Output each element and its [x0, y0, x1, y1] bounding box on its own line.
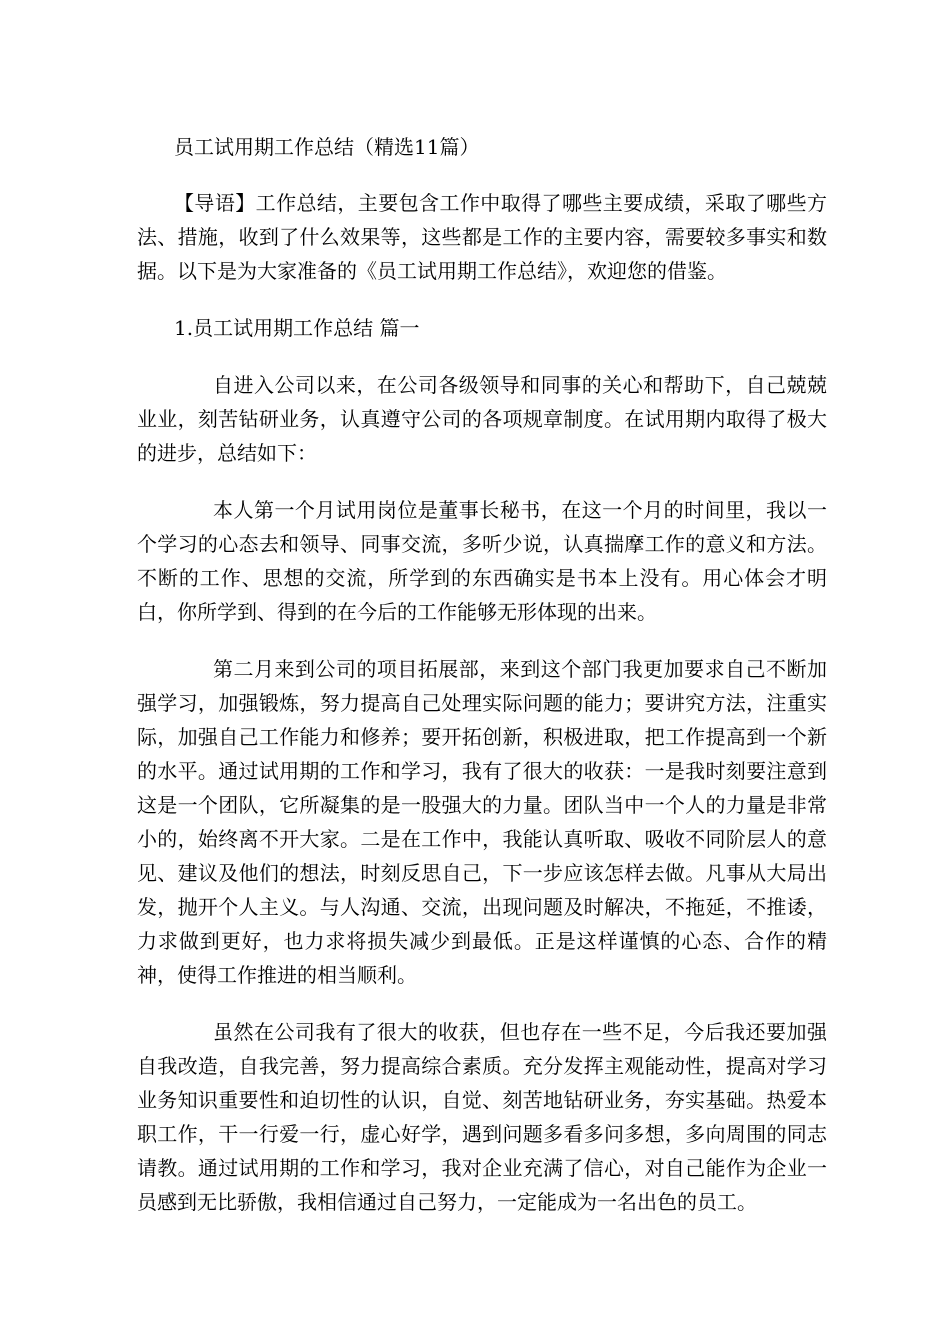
document-page [137, 130, 827, 1242]
body-paragraph-2: 本人第一个月试用岗位是董事长秘书，在这一个月的时间里，我以一个学习的心态去和领导、同事交流，多听少说，认真揣摩工作的意义和方法。不断的工作、思想的交流，所学到的东西确实是书本上没有。用心体会才明白，你所学到、得到的在今后的工作能够无形体现的出来。 [137, 498, 827, 624]
intro-paragraph: 【导语】工作总结，主要包含工作中取得了哪些主要成绩，采取了哪些方法、措施，收到了什么效果等，这些都是工作的主要内容，需要较多事实和数据。以下是为大家准备的《员工试用期工作总结》，欢迎您的借鉴。 [137, 191, 827, 283]
body-paragraph-3: 第二月来到公司的项目拓展部，来到这个部门我更加要求自己不断加强学习，加强锻炼，努力提高自己处理实际问题的能力；要讲究方法，注重实际，加强自己工作能力和修养；要开拓创新，积极进取，把工作提高到一个新的水平。通过试用期的工作和学习，我有了很大的收获：一是我时刻要注意到这是一个团队，它所凝集的是一股强大的力量。团队当中一个人的力量是非常小的，始终离不开大家。二是在工作中，我能认真听取、吸收不同阶层人的意见、建议及他们的想法，时刻反思自己，下一步应该怎样去做。凡事从大局出发，抛开个人主义。与人沟通、交流，出现问题及时解决，不拖延，不推诿，力求做到更好，也力求将损失减少到最低。正是这样谨慎的心态、合作的精神，使得工作推进的相当顺利。 [137, 657, 827, 987]
body-paragraph-1: 自进入公司以来，在公司各级领导和同事的关心和帮助下，自己兢兢业业，刻苦钻研业务，认真遵守公司的各项规章制度。在试用期内取得了极大的进步，总结如下： [137, 373, 827, 465]
section-heading: 1.员工试用期工作总结 篇一 [174, 316, 420, 340]
body-paragraph-4: 虽然在公司我有了很大的收获，但也存在一些不足，今后我还要加强自我改造，自我完善，努力提高综合素质。充分发挥主观能动性，提高对学习业务知识重要性和迫切性的认识，自觉、刻苦地钻研业务，夯实基础。热爱本职工作，干一行爱一行，虚心好学，遇到问题多看多问多想，多向周围的同志请教。通过试用期的工作和学习，我对企业充满了信心，对自己能作为企业一员感到无比骄傲，我相信通过自己努力，一定能成为一名出色的员工。 [137, 1020, 827, 1214]
document-title: 员工试用期工作总结（精选11篇） [174, 135, 480, 159]
